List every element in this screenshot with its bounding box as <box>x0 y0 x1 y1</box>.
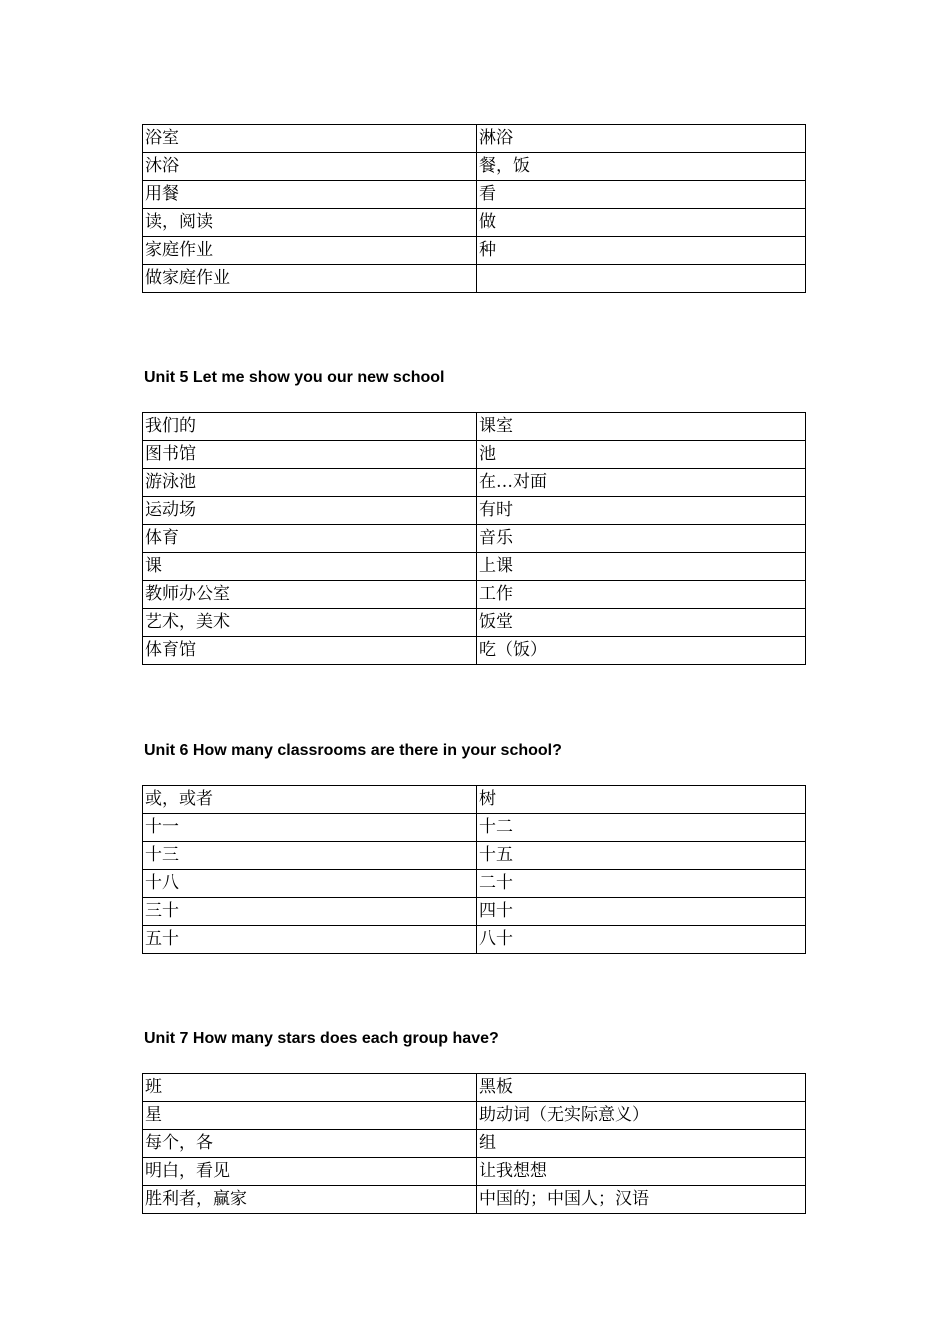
table-cell: 读，阅读 <box>143 209 477 237</box>
table-cell: 我们的 <box>143 413 477 441</box>
table-row <box>143 237 806 265</box>
table-cell: 班 <box>143 1074 477 1102</box>
table-row <box>143 413 806 441</box>
table-row <box>143 814 806 842</box>
table-cell: 做家庭作业 <box>143 265 477 293</box>
table-cell: 十二 <box>477 814 806 842</box>
table-cell: 用餐 <box>143 181 477 209</box>
table-row <box>143 581 806 609</box>
table-cell: 沐浴 <box>143 153 477 181</box>
table-row <box>143 469 806 497</box>
table-cell: 二十 <box>477 870 806 898</box>
table-row <box>143 1186 806 1214</box>
unit-6-heading: Unit 6 How many classrooms are there in your school? <box>144 742 562 759</box>
table-cell: 音乐 <box>477 525 806 553</box>
table-row <box>143 265 806 293</box>
vocab-table-unit7 <box>142 1073 806 1214</box>
table-row <box>143 1102 806 1130</box>
table-cell: 中国的；中国人；汉语 <box>477 1186 806 1214</box>
table-cell: 图书馆 <box>143 441 477 469</box>
table-row <box>143 842 806 870</box>
vocab-table-unit6 <box>142 785 806 954</box>
table-row <box>143 181 806 209</box>
table-cell: 四十 <box>477 898 806 926</box>
table-cell: 饭堂 <box>477 609 806 637</box>
table-row <box>143 637 806 665</box>
table-cell: 淋浴 <box>477 125 806 153</box>
table-cell: 十三 <box>143 842 477 870</box>
table-cell: 种 <box>477 237 806 265</box>
table-row <box>143 926 806 954</box>
table-cell: 体育馆 <box>143 637 477 665</box>
table-cell: 三十 <box>143 898 477 926</box>
table-row <box>143 1130 806 1158</box>
table-row <box>143 1158 806 1186</box>
table-cell: 有时 <box>477 497 806 525</box>
table-row <box>143 497 806 525</box>
table-cell: 树 <box>477 786 806 814</box>
table-cell: 助动词（无实际意义） <box>477 1102 806 1130</box>
table-cell: 课 <box>143 553 477 581</box>
unit-7-heading: Unit 7 How many stars does each group have? <box>144 1030 499 1047</box>
table-cell: 五十 <box>143 926 477 954</box>
table-row <box>143 153 806 181</box>
table-row <box>143 525 806 553</box>
table-cell: 家庭作业 <box>143 237 477 265</box>
table-cell: 上课 <box>477 553 806 581</box>
table-cell: 组 <box>477 1130 806 1158</box>
table-cell: 做 <box>477 209 806 237</box>
table-row <box>143 209 806 237</box>
table-cell: 艺术，美术 <box>143 609 477 637</box>
table-cell: 运动场 <box>143 497 477 525</box>
table-row <box>143 870 806 898</box>
table-cell <box>477 265 806 293</box>
table-row <box>143 786 806 814</box>
table-cell: 让我想想 <box>477 1158 806 1186</box>
vocab-table-unit5 <box>142 412 806 665</box>
table-cell: 体育 <box>143 525 477 553</box>
table-row <box>143 898 806 926</box>
unit-5-heading: Unit 5 Let me show you our new school <box>144 369 445 386</box>
table-cell: 浴室 <box>143 125 477 153</box>
table-cell: 黑板 <box>477 1074 806 1102</box>
table-row <box>143 1074 806 1102</box>
table-cell: 或，或者 <box>143 786 477 814</box>
table-cell: 每个，各 <box>143 1130 477 1158</box>
table-row <box>143 441 806 469</box>
table-cell: 教师办公室 <box>143 581 477 609</box>
table-cell: 十一 <box>143 814 477 842</box>
table-cell: 十八 <box>143 870 477 898</box>
table-row <box>143 125 806 153</box>
table-row <box>143 609 806 637</box>
table-cell: 餐，饭 <box>477 153 806 181</box>
table-cell: 十五 <box>477 842 806 870</box>
table-cell: 工作 <box>477 581 806 609</box>
table-cell: 星 <box>143 1102 477 1130</box>
table-cell: 看 <box>477 181 806 209</box>
table-cell: 在…对面 <box>477 469 806 497</box>
vocab-table-unit4 <box>142 124 806 293</box>
table-row <box>143 553 806 581</box>
table-cell: 吃（饭） <box>477 637 806 665</box>
table-cell: 课室 <box>477 413 806 441</box>
table-cell: 胜利者，赢家 <box>143 1186 477 1214</box>
table-cell: 池 <box>477 441 806 469</box>
table-cell: 八十 <box>477 926 806 954</box>
table-cell: 明白，看见 <box>143 1158 477 1186</box>
table-cell: 游泳池 <box>143 469 477 497</box>
